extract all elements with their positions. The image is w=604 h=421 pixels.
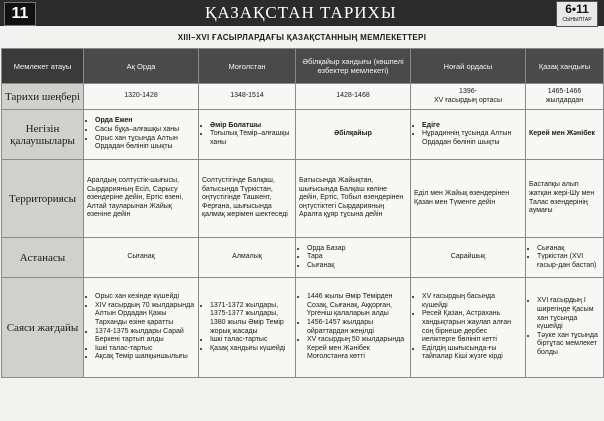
table-cell: Бастапқы алып жатқан жері-Шу мен Талас өзендерінің аумағы [526,160,604,238]
list-item: • XV ғасырдың басында күшейді [422,293,522,310]
table-cell: 1465-1466 жылдардан [526,84,604,110]
page-number: 11 [4,2,36,26]
list-item: • Түркістан (XVI ғасыр-дан бастап) [537,253,600,270]
table-cell: Аралдың солтүстік-шығысы, Сырдарияның Есіл, Сарысу өзендеріне дейін, Ертіс өзені, Алтай тауларынан Жайық өзеніне дейін [84,160,199,238]
column-header: Әбілқайыр хандығы (көшпелі өзбектер мемлекеті) [296,49,411,84]
list-item: • Орыс хан тұсында Алтын Ордадан бөлініп шықты [95,135,195,152]
table-cell: Керей мен Жәнібек [526,110,604,160]
list-item: • 1371-1372 жылдары, 1375-1377 жылдары, 1380 жылы Әмір Темір жорық жасады [210,302,292,336]
table-cell: Әбілқайыр [296,110,411,160]
table-cell: Сарайшық [411,238,526,278]
list-item: • Тара [307,253,407,262]
table-cell [526,278,604,378]
corner-header: Мемлекет атауы [2,49,84,84]
header-row [2,49,604,84]
list-item: • Едіге [422,122,522,131]
column-header: Ақ Орда [84,49,199,84]
row-label: Саяси жағдайы [2,278,84,378]
table-cell [411,278,526,378]
table-row [2,110,604,160]
table-cell [296,278,411,378]
table-cell: Батысында Жайықтан, шығысында Балқаш көліне дейін, Ертіс, Тобыл өзендерінен оңтүстіктегі Сырдарияның Аралға құяр тұсына дейін [296,160,411,238]
list-item: • Ақсақ Темір шапқыншылығы [95,353,195,362]
list-item: • Ішкі талас-тартыс [95,345,195,354]
list-item: • 1374-1375 жылдары Сарай Беркені тартып алды [95,328,195,345]
list-item: • Орда Базар [307,245,407,254]
row-label: Негізін қалаушылары [2,110,84,160]
table-cell: Сығанақ [84,238,199,278]
list-item: • Орда Ежен [95,117,195,126]
table-row [2,84,604,110]
table-cell: Алмалық [199,238,296,278]
page-title: ҚАЗАҚСТАН ТАРИХЫ [205,3,397,22]
column-header: Қазақ хандығы [526,49,604,84]
table-cell: Солтүстігінде Балқаш, батысында Түркістан, оңтүстігінде Ташкент, Ферғана, шығысында қалмақ жерімен шектеседі [199,160,296,238]
table-cell: 1348-1514 [199,84,296,110]
table-cell [411,110,526,160]
row-label: Территориясы [2,160,84,238]
table-cell [199,278,296,378]
grade-badge-main: 6•11 [565,2,589,16]
list-item: • Сығанақ [307,262,407,271]
grade-badge [556,1,598,27]
table-cell [84,278,199,378]
list-item: • XV ғасырдың 50 жылдарында Керей мен Жәнібек Моғолстанға көтті [307,336,407,362]
list-item: • 1446 жылы Әмір Темірден Созақ, Сығанақ, Аққорған, Үргеніш қалаларын алды [307,293,407,319]
table-row [2,278,604,378]
row-label: Тарихи шеңбері [2,84,84,110]
list-item: • Еділдің шығысында-ғы тайпалар Кіші жүзге кірді [422,345,522,362]
states-table [1,48,604,378]
list-item: • Тоғылық Темір–алғашқы ханы [210,130,292,147]
grade-badge-sub: СЫНЫПТАР [562,17,592,23]
column-header: Ноғай ордасы [411,49,526,84]
table-cell: Еділ мен Жайық өзендерінен Қазан мен Түменге дейін [411,160,526,238]
list-item: • Ішкі талас-тартыс [210,336,292,345]
list-item: • Сасы бұқа–алғашқы ханы [95,126,195,135]
list-item: • Ресей Қазан, Астрахань хандықтарын жаулап алған соң бірнеше дербес иеліктерге бөлініп кетті [422,310,522,344]
table-cell [296,238,411,278]
list-item: • 1456-1457 жылдары ойраттардан жеңілді [307,319,407,336]
list-item: • Нұрадиннің тұсында Алтын Ордадан бөлініп шықты [422,130,522,147]
header-bar [0,0,604,26]
list-item: • Орыс хан кезінде күшейді [95,293,195,302]
table-cell [84,110,199,160]
table-cell [526,238,604,278]
column-header: Моғолстан [199,49,296,84]
list-item: • Қазақ хандығы күшейді [210,345,292,354]
row-label: Астанасы [2,238,84,278]
table-cell [199,110,296,160]
table-row [2,160,604,238]
table-title: XIII–XVI ҒАСЫРЛАРДАҒЫ ҚАЗАҚСТАННЫҢ МЕМЛЕКЕТТЕРІ [177,33,427,42]
list-item: • Тәуке хан тұсында біртұтас мемлекет болды [537,332,600,358]
list-item: • Сығанақ [537,245,600,254]
table-cell: 1320-1428 [84,84,199,110]
list-item: • Әмір Болатшы [210,122,292,131]
list-item: • XVI ғасырдың І ширегінде Қасым хан тұсында күшейді [537,297,600,331]
list-item: • XIV ғасырдың 70 жылдарында Алтын Ордадан Қажы Тарханды өзіне қаратты [95,302,195,328]
table-cell: 1396- XV ғасырдың ортасы [411,84,526,110]
table-cell: 1428-1468 [296,84,411,110]
table-row [2,238,604,278]
